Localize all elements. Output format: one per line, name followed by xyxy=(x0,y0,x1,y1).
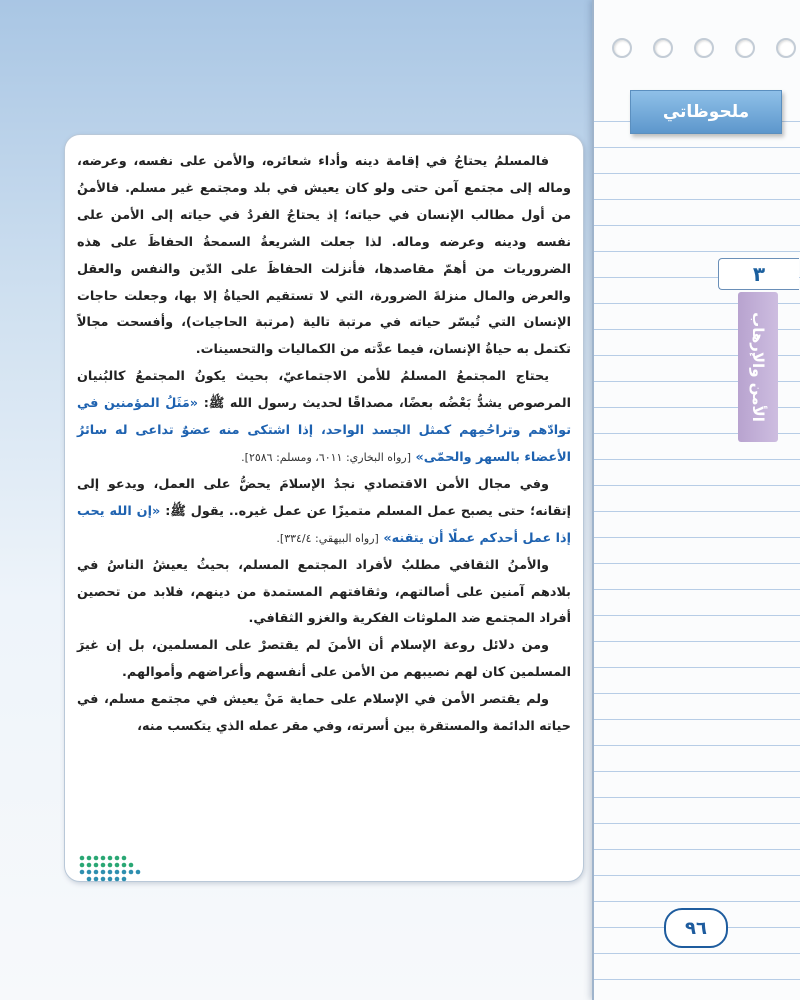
hadith-reference-1: [رواه البخاري: ٦٠١١، ومسلم: ٢٥٨٦]. xyxy=(241,450,411,464)
binder-hole xyxy=(694,38,714,58)
paragraph-4: والأمنُ الثقافي مطلبٌ لأفراد المجتمع المسلم، بحيثُ يعيشُ الناسُ في بلادهم آمنين على أصالتهم، وثقافتهم المستمدة من دينهم، فلابد من تحصين أفراد المجتمع ضد الملوثات الفكرية والغزو الثقافي. xyxy=(77,557,571,627)
paragraph-3-text: وفي مجال الأمن الاقتصادي نجدُ الإسلامَ يحضُّ على العمل، ويدعو إلى إتقانه؛ حتى يصبح عمل المسلم متميزًا عن عمل غيره.. يقول ﷺ: xyxy=(77,476,571,519)
unit-number: ٣ xyxy=(752,262,766,286)
paragraph-1: فالمسلمُ يحتاجُ في إقامة دينه وأداء شعائره، والأمن على نفسه، وعرضه، وماله إلى مجتمع آمن حتى ولو كان يعيش في بلد ومجتمع غير مسلم. فالأمنُ من أول مطالب الإنسان في حياته؛ إذ يحتاجُ الفردُ في حياته إلى الأمن على نفسه ودينه وعرضه وماله. لذا جعلت الشريعةُ السمحةُ الحفاظَ على هذه الضروريات من أهمّ مقاصدها، فأنزلت الحفاظَ على الدّين والنفس والعقل والعرض والمال منزلةَ الضرورة، التي لا تستقيم الحياةُ إلا بها، وجعلت حاجات الإنسان التي تُيسّر حياته في مرتبة تالية (مرتبة الحاجيات)، وأفسحت مجالاً تكتمل به حياةُ الإنسان، فيما عدَّته من الكماليات والتحسينات. xyxy=(77,154,571,358)
page-number: ٩٦ xyxy=(685,917,707,939)
binder-hole xyxy=(653,38,673,58)
lesson-text xyxy=(77,149,571,741)
notes-tab-label: ملحوظاتي xyxy=(662,102,750,122)
paragraph-2-text: يحتاج المجتمعُ المسلمُ للأمن الاجتماعيّ، بحيث يكونُ المجتمعُ كالبُنيان المرصوص يشدُّ بَعْضُه بعضًا، مصداقًا لحديث رسول الله ﷺ: xyxy=(77,369,571,412)
content-card xyxy=(64,134,584,882)
hadith-quote-1: «مَثَلُ المؤمنين في توادّهم وتراحُمِهم كمثل الجسد الواحد، إذا اشتكى منه عضوٌ تداعى له سائرُ الأعضاء بالسهر والحمّى» xyxy=(77,396,571,465)
paragraph-3 xyxy=(77,472,571,553)
unit-title-strip xyxy=(738,292,778,442)
unit-number-box xyxy=(718,258,799,290)
hadith-quote-2: «إن الله يحب إذا عمل أحدكم عملًا أن يتقنه» xyxy=(77,503,571,546)
binder-hole xyxy=(735,38,755,58)
paragraph-6: ولم يقتصر الأمن في الإسلام على حماية مَنْ يعيش في مجتمع مسلم، في حياته الدائمة والمستقرة بين أسرته، وفي مقر عمله الذي يتكسب منه، xyxy=(77,692,571,735)
unit-title: الأمن والإرهاب xyxy=(749,312,767,422)
binder-holes xyxy=(612,38,800,58)
binder-hole xyxy=(776,38,796,58)
paragraph-2 xyxy=(77,364,571,472)
paragraph-5: ومن دلائل روعة الإسلام أن الأمنَ لم يقتصرْ على المسلمين، بل إن غيرَ المسلمين كان لهم نصيبهم من الأمن على أنفسهم وأعراضهم وأموالهم. xyxy=(77,638,571,681)
notes-panel xyxy=(592,0,800,1000)
page-number-badge xyxy=(664,908,728,948)
hadith-reference-2: [رواه البيهقي: ٣٣٤/٤]. xyxy=(276,531,379,545)
notes-tab xyxy=(630,90,782,134)
ministry-logo-icon xyxy=(76,852,148,886)
binder-hole xyxy=(612,38,632,58)
